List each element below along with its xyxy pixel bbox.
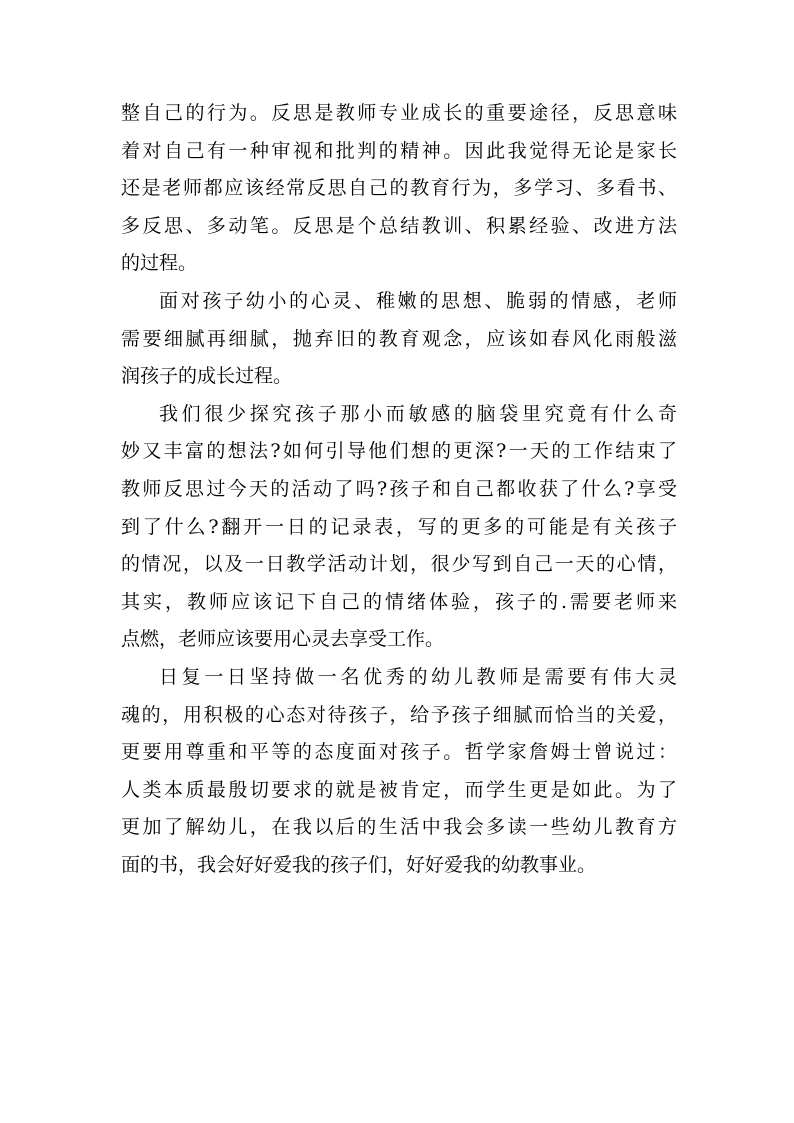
text-line: 我们很少探究孩子那小而敏感的脑袋里究竟有什么奇: [159, 402, 677, 425]
text-line: 更加了解幼儿，在我以后的生活中我会多读一些幼儿教育方: [121, 816, 677, 839]
paragraph: [121, 283, 677, 396]
paragraph: [121, 396, 677, 659]
text-line: 多反思、多动笔。反思是个总结教训、积累经验、改进方法: [121, 214, 677, 237]
text-line: 人类本质最殷切要求的就是被肯定，而学生更是如此。为了: [121, 778, 677, 801]
text-line: 的情况，以及一日教学活动计划，很少写到自己一天的心情，: [121, 553, 677, 576]
text-line: 整自己的行为。反思是教师专业成长的重要途径，反思意味: [121, 102, 677, 124]
text-line: 日复一日坚持做一名优秀的幼儿教师是需要有伟大灵: [159, 665, 677, 688]
text-line: 润孩子的成长过程。: [121, 365, 293, 388]
text-line: 点燃，老师应该要用心灵去享受工作。: [121, 628, 445, 651]
text-line: 妙又丰富的想法?如何引导他们想的更深?一天的工作结束了: [121, 440, 677, 463]
text-line: 更要用尊重和平等的态度面对孩子。哲学家詹姆士曾说过：: [121, 741, 677, 764]
text-line: 还是老师都应该经常反思自己的教育行为，多学习、多看书、: [121, 177, 677, 200]
text-line: 的过程。: [121, 252, 198, 275]
text-line: 需要细腻再细腻，抛弃旧的教育观念，应该如春风化雨般滋: [121, 327, 677, 350]
text-line: 魂的，用积极的心态对待孩子，给予孩子细腻而恰当的关爱，: [121, 703, 677, 726]
document-body: [121, 95, 677, 884]
paragraph: [121, 95, 677, 283]
text-line: 面对孩子幼小的心灵、稚嫩的思想、脆弱的情感，老师: [159, 289, 677, 312]
text-line: 面的书，我会好好爱我的孩子们，好好爱我的幼教事业。: [121, 853, 597, 876]
text-line: 到了什么?翻开一日的记录表，写的更多的可能是有关孩子: [121, 515, 677, 538]
text-line: 教师反思过今天的活动了吗?孩子和自己都收获了什么?享受: [121, 477, 677, 500]
text-line: 着对自己有一种审视和批判的精神。因此我觉得无论是家长: [121, 139, 677, 162]
paragraph: [121, 659, 677, 885]
text-line: 其实，教师应该记下自己的情绪体验，孩子的.需要老师来: [121, 590, 677, 613]
